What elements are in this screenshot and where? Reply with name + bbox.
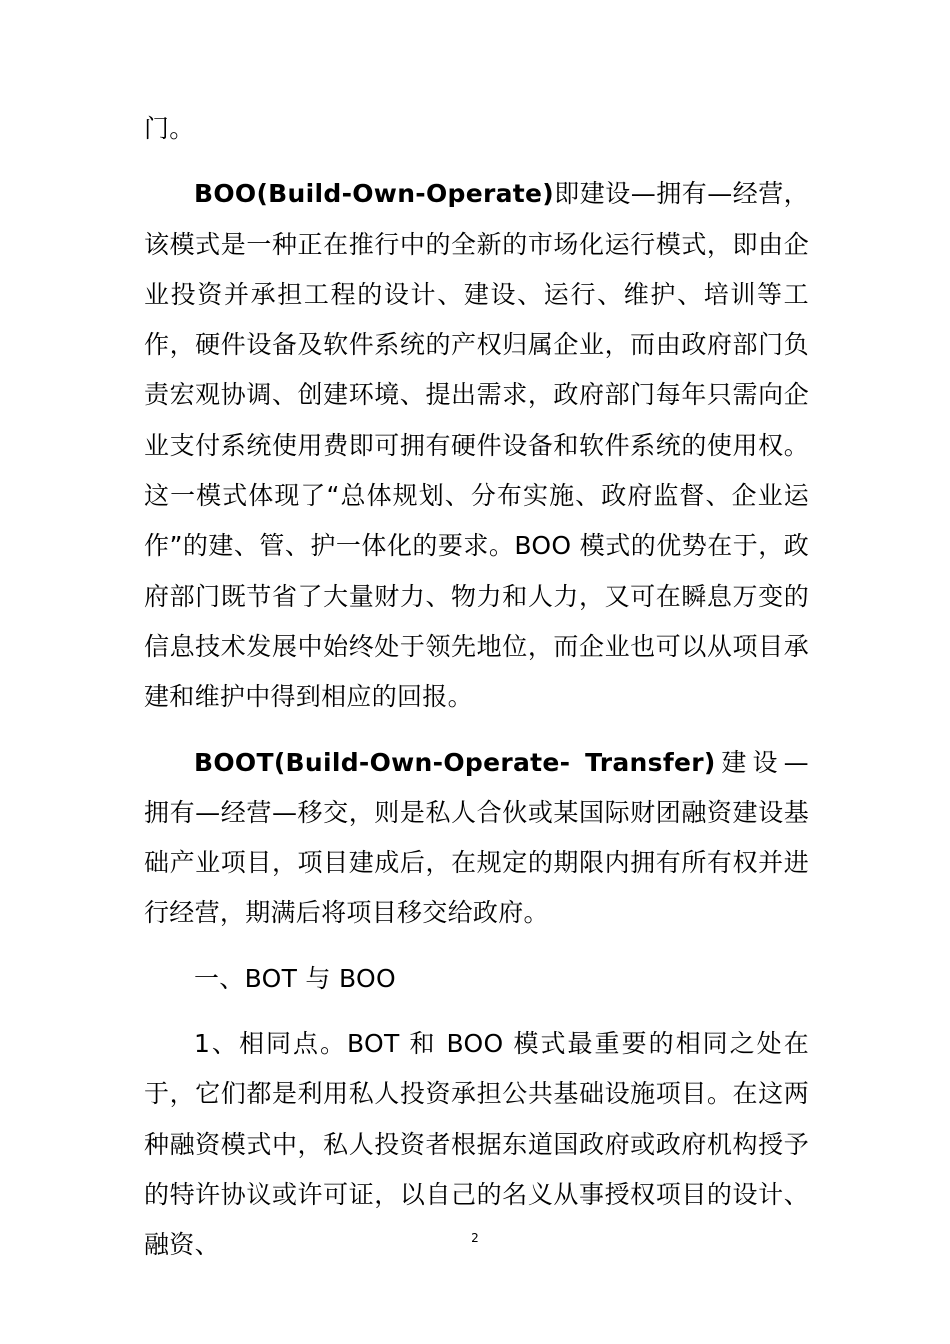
paragraph-continuation [144, 104, 809, 154]
paragraph-text: 即建设—拥有—经营，该模式是一种正在推行中的全新的市场化运行模式，即由企业投资并承担工程的设计、建设、运行、维护、培训等工作，硬件设备及软件系统的产权归属企业，而由政府部门负责宏观协调、创建环境、提出需求，政府部门每年只需向企业支付系统使用费即可拥有硬件设备和软件系统的使用权。这一模式体现了“总体规划、分布实施、政府监督、企业运作”的建、管、护一体化的要求。BOO 模式的优势在于，政府部门既节省了大量财力、物力和人力，又可在瞬息万变的信息技术发展中始终处于领先地位，而企业也可以从项目承建和维护中得到相应的回报。 [144, 179, 809, 712]
paragraph-text: 1、相同点。BOT 和 BOO 模式最重要的相同之处在于，它们都是利用私人投资承担公共基础设施项目。在这两种融资模式中，私人投资者根据东道国政府或政府机构授予的特许协议或许可证，以自己的名义从事授权项目的设计、融资、 [144, 1029, 809, 1260]
body-text [144, 104, 809, 1271]
heading-text: 一、BOT 与 BOO [194, 963, 396, 993]
paragraph-text: 门。 [144, 114, 195, 143]
paragraph-lead-term: BOO(Build-Own-Operate) [194, 179, 555, 209]
paragraph-lead-term: BOOT(Build-Own-Operate- Transfer) [194, 747, 716, 777]
section-heading [144, 954, 809, 1004]
paragraph-boo [144, 169, 809, 722]
paragraph-text: 建设—拥有—经营—移交，则是私人合伙或某国际财团融资建设基础产业项目，项目建成后，在规定的期限内拥有所有权并进行经营，期满后将项目移交给政府。 [144, 747, 809, 928]
paragraph-boot [144, 738, 809, 939]
page-number: 2 [471, 1231, 479, 1245]
